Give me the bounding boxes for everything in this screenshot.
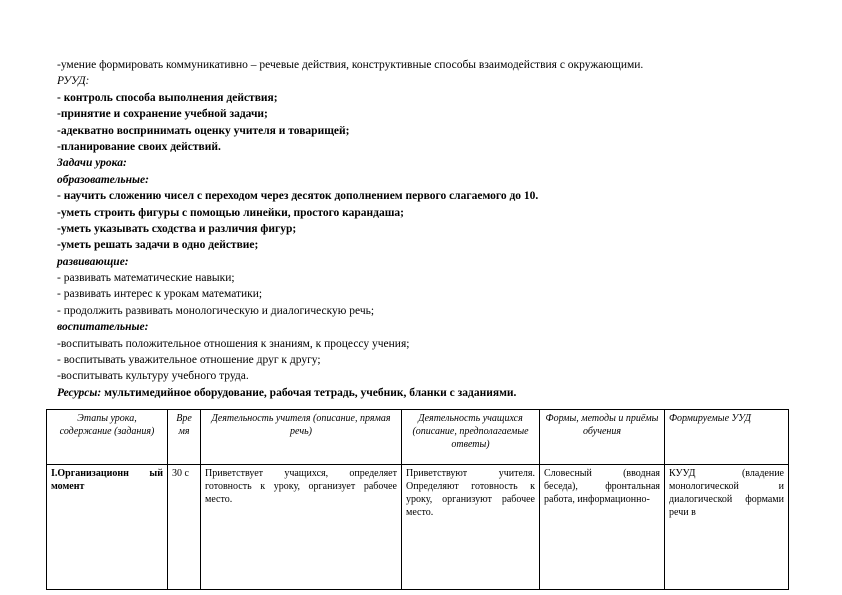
header-time: Вре мя: [168, 410, 201, 465]
header-teacher-activity: Деятельность учителя (описание, прямая речь): [201, 410, 402, 465]
text-line-10: -уметь строить фигуры с помощью линейки, простого карандаша;: [57, 206, 405, 219]
document-body: [57, 57, 787, 401]
text-line-3: - контроль способа выполнения действия;: [57, 91, 278, 104]
heading-upbringing: воспитательные:: [57, 321, 149, 334]
cell-stage: I.Организационн ый момент: [47, 465, 168, 590]
text-line-15: - развивать интерес к урокам математики;: [57, 288, 263, 301]
text-line-12: -уметь решать задачи в одно действие;: [57, 239, 259, 252]
cell-students: Приветствуют учителя. Определяют готовность к уроку, организуют рабочее место.: [402, 465, 540, 590]
cell-methods: Словесный (вводная беседа), фронтальная работа, информационно-: [540, 465, 665, 590]
text-line-1: -умение формировать коммуникативно – речевые действия, конструктивные способы взаимодействия с окружающими.: [57, 59, 644, 71]
cell-teacher: Приветствует учащихся, определяет готовность к уроку, организует рабочее место.: [201, 465, 402, 590]
cell-time: 30 с: [168, 465, 201, 590]
text-line-16: - продолжить развивать монологическую и диалогическую речь;: [57, 304, 375, 317]
resources-label: Ресурсы:: [57, 386, 102, 399]
text-line-19: - воспитывать уважительное отношение друг к другу;: [57, 354, 321, 367]
text-line-20: -воспитывать культуру учебного труда.: [57, 370, 249, 383]
header-uud: Формируемые УУД: [665, 410, 789, 465]
text-line-11: -уметь указывать сходства и различия фигур;: [57, 222, 297, 235]
header-stage: Этапы урока, содержание (задания): [47, 410, 168, 465]
text-line-4: -принятие и сохранение учебной задачи;: [57, 108, 268, 121]
resources-line: [57, 385, 787, 401]
text-line-5: -адекватно воспринимать оценку учителя и товарищей;: [57, 124, 350, 137]
heading-developmental: развивающие:: [57, 255, 129, 268]
lesson-table: [46, 409, 789, 590]
table-header-row: [47, 410, 789, 465]
table-row: [47, 465, 789, 590]
resources-text: мультимедийное оборудование, рабочая тетрадь, учебник, бланки с заданиями.: [101, 386, 517, 399]
heading-ruud: РУУД:: [57, 75, 90, 88]
cell-uud: КУУД (владение монологической и диалогической формами речи в: [665, 465, 789, 590]
text-line-18: -воспитывать положительное отношения к знаниям, к процессу учения;: [57, 337, 410, 350]
text-line-9: - научить сложению чисел с переходом через десяток дополнением первого слагаемого до 10.: [57, 190, 539, 203]
heading-lesson-tasks: Задачи урока:: [57, 157, 127, 170]
header-methods: Формы, методы и приёмы обучения: [540, 410, 665, 465]
text-line-6: -планирование своих действий.: [57, 140, 221, 153]
heading-educational: образовательные:: [57, 173, 149, 186]
header-student-activity: Деятельность учащихся (описание, предполагаемые ответы): [402, 410, 540, 465]
text-line-14: - развивать математические навыки;: [57, 272, 235, 285]
